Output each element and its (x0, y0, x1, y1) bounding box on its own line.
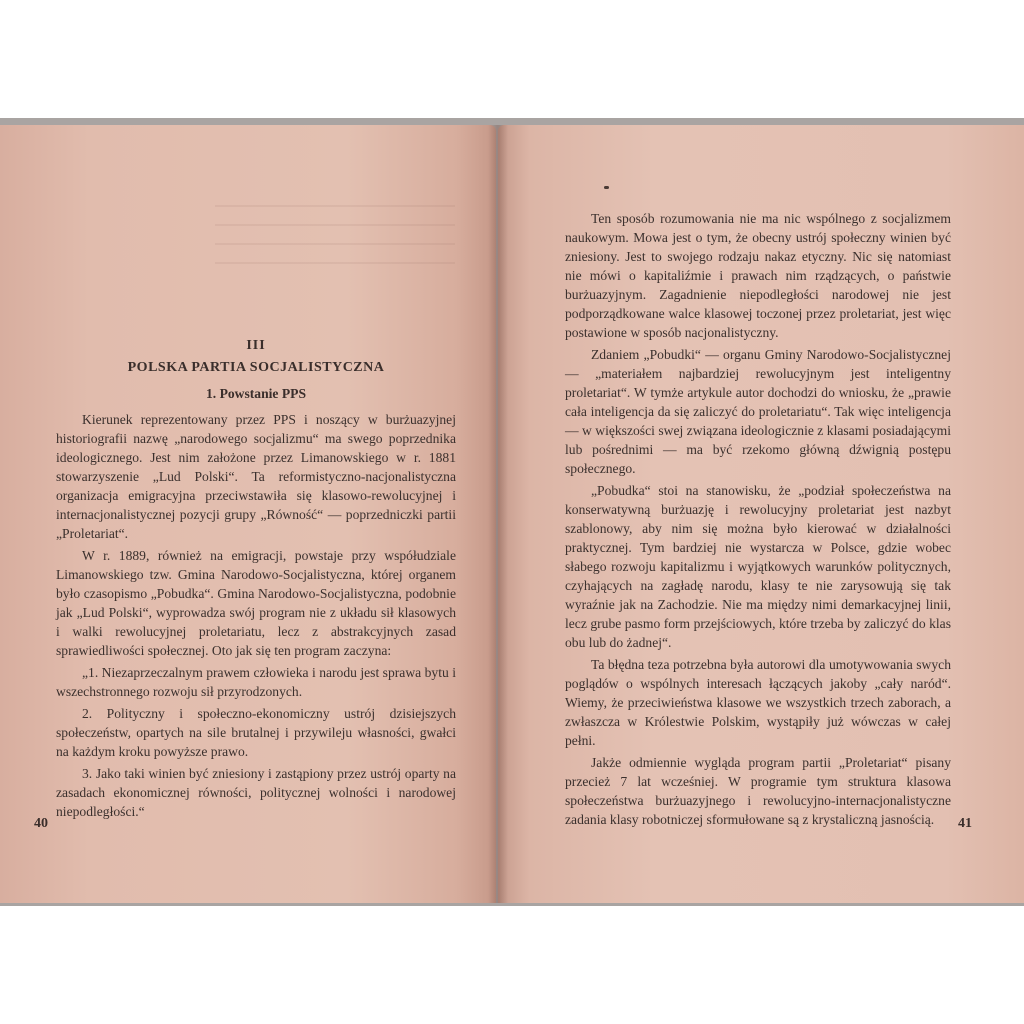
paragraph: Kierunek reprezentowany przez PPS i noszący w burżuazyjnej historiografii nazwę „narodowego socjalizmu“ ma swego poprzednika ideologicznego. Jest nim założone przez Limanowskiego w r. 1881 stowarzyszenie „Lud Polski“. Ta reformistyczno-nacjonalistyczna organizacja emigracyjna przeciwstawiła się klasowo-rewolucyjnej i internacjonalistycznej pozycji grupy „Równość“ — poprzedniczki partii „Proletariat“. (56, 412, 456, 541)
page-number-left: 40 (34, 816, 48, 831)
chapter-title: POLSKA PARTIA SOCJALISTYCZNA (127, 360, 385, 375)
left-page-body (56, 410, 456, 821)
program-point: „1. Niezaprzeczalnym prawem człowieka i narodu jest sprawa bytu i wszechstronnego rozwoju sił przyrodzonych. (56, 665, 456, 699)
program-point: 2. Polityczny i społeczno-ekonomiczny ustrój dzisiejszych społeczeństw, opartych na sile brutalnej i przywileju własności, gwałci na każdym kroku powyższe prawo. (56, 706, 456, 759)
section-title: 1. Powstanie PPS (205, 386, 307, 401)
page-number-right: 41 (958, 816, 972, 831)
paragraph: Jakże odmiennie wygląda program partii „Proletariat“ pisany przecież 7 lat wcześniej. W programie tym struktura klasowa społeczeństwa burżuazyjnego i rewolucyjno-internacjonalistyczne zadania klasy robotniczej sformułowane są z krystaliczną jasnością. (565, 755, 951, 827)
paragraph: Zdaniem „Pobudki“ — organu Gminy Narodowo-Socjalistycznej — „materiałem najbardziej rewolucyjnym jest inteligentny proletariat“. W tymże artykule autor dochodzi do wniosku, że „prawie cała inteligencja da się zaliczyć do proletariatu“. Tak więc inteligencja — w większości swej związana ideologicznie z klasami posiadającymi lub pośrednimi — ma być rzekomo główną dźwignią postępu społecznego. (565, 347, 951, 476)
chapter-number: III (246, 338, 266, 353)
book-gutter (488, 125, 508, 903)
paragraph: „Pobudka“ stoi na stanowisku, że „podział społeczeństwa na konserwatywną burżuazję i rewolucyjny proletariat jest nazbyt szablonowy, aby nim się można było kierować w działalności praktycznej. Tym bardziej nie wystarcza w Polsce, gdzie wobec słabego rozwoju kapitalizmu i wyjątkowych warunków politycznych, czyhających na zagładę narodu, klasy te nie zarysowują się tak wyraźnie jak na Zachodzie. Nie ma między nimi demarkacyjnej linii, lecz grube pasmo form przejściowych, które trzeba by zaliczyć do klas obu lub do żadnej“. (565, 483, 951, 650)
paragraph: Ten sposób rozumowania nie ma nic wspólnego z socjalizmem naukowym. Mowa jest o tym, że obecny ustrój społeczny winien być zniesiony. Jest to swojego rodzaju nakaz etyczny. Nic się natomiast nie mówi o kapitaliźmie i prawach nim rządzących, o państwie burżuazyjnym. Zagadnienie niepodległości narodowej nie jest podporządkowane walce klasowej toczonej przez proletariat, jest więc postawione w sposób nacjonalistyczny. (565, 211, 951, 340)
ink-mark (604, 186, 609, 189)
paragraph: Ta błędna teza potrzebna była autorowi dla umotywowania swych poglądów o wspólnych interesach łączących jakoby „cały naród“. Wiemy, że przeciwieństwa klasowe we wszystkich trzech zaborach, a zwłaszcza w Królestwie Polskim, wystąpiły już wówczas w całej pełni. (565, 657, 951, 748)
paragraph: W r. 1889, również na emigracji, powstaje przy współudziale Limanowskiego tzw. Gmina Narodowo-Socjalistyczna, której organem było czasopismo „Pobudka“. Gmina Narodowo-Socjalistyczna, podobnie jak „Lud Polski“, wyprowadza swój program nie z układu sił klasowych i walki rewolucyjnej proletariatu, lecz z abstrakcyjnych zasad sprawiedliwości społecznej. Oto jak się ten program zaczyna: (56, 548, 456, 658)
show-through-text (215, 205, 455, 265)
right-page-body (565, 209, 951, 829)
program-point: 3. Jako taki winien być zniesiony i zastąpiony przez ustrój oparty na zasadach ekonomicznej równości, politycznej wolności i narodowej niepodległości.“ (56, 766, 456, 819)
